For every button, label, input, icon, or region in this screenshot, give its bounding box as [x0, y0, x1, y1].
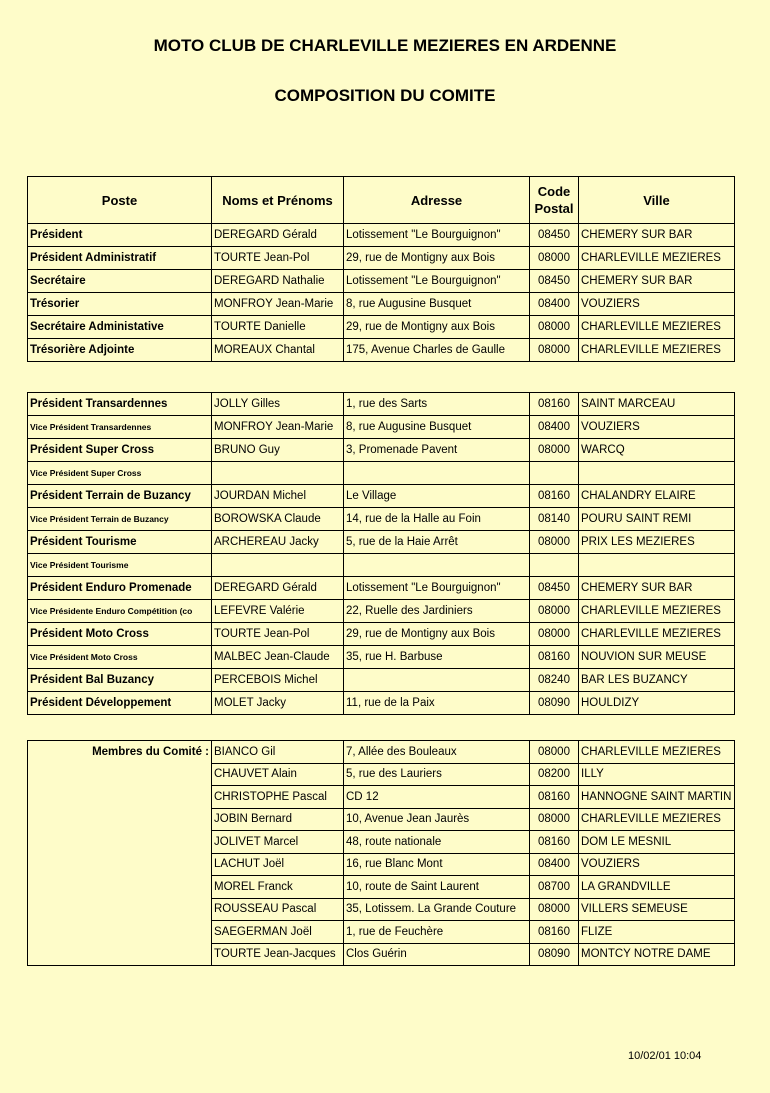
nom-cell: DEREGARD Gérald [212, 224, 344, 247]
code-cell: 08090 [530, 943, 579, 966]
table-row [28, 339, 735, 362]
nom-cell: MONFROY Jean-Marie [212, 293, 344, 316]
code-cell: 08700 [530, 876, 579, 899]
adresse-cell: 10, Avenue Jean Jaurès [344, 808, 530, 831]
col-noms: Noms et Prénoms [212, 177, 344, 224]
code-cell: 08450 [530, 270, 579, 293]
table-row [28, 554, 735, 577]
adresse-cell: CD 12 [344, 786, 530, 809]
ville-cell: CHARLEVILLE MEZIERES [579, 316, 735, 339]
nom-cell: JOURDAN Michel [212, 485, 344, 508]
table-row [28, 293, 735, 316]
ville-cell: MONTCY NOTRE DAME [579, 943, 735, 966]
nom-cell: BRUNO Guy [212, 439, 344, 462]
adresse-cell: 48, route nationale [344, 831, 530, 854]
ville-cell: CHARLEVILLE MEZIERES [579, 808, 735, 831]
ville-cell: VOUZIERS [579, 293, 735, 316]
ville-cell: HOULDIZY [579, 692, 735, 715]
ville-cell: CHALANDRY ELAIRE [579, 485, 735, 508]
ville-cell: CHEMERY SUR BAR [579, 224, 735, 247]
nom-cell: MONFROY Jean-Marie [212, 416, 344, 439]
code-cell: 08000 [530, 247, 579, 270]
ville-cell: CHARLEVILLE MEZIERES [579, 339, 735, 362]
poste-cell: Président Tourisme [28, 531, 212, 554]
code-cell: 08160 [530, 393, 579, 416]
adresse-cell: 29, rue de Montigny aux Bois [344, 623, 530, 646]
poste-cell: Vice Président Transardennes [28, 416, 212, 439]
code-cell: 08400 [530, 853, 579, 876]
ville-cell: PRIX LES MEZIERES [579, 531, 735, 554]
nom-cell [212, 462, 344, 485]
table-row [28, 270, 735, 293]
nom-cell: DEREGARD Gérald [212, 577, 344, 600]
nom-cell: ROUSSEAU Pascal [212, 898, 344, 921]
poste-cell: Vice Président Moto Cross [28, 646, 212, 669]
membres-label: Membres du Comité : [28, 741, 212, 966]
code-cell: 08000 [530, 898, 579, 921]
adresse-cell [344, 462, 530, 485]
code-cell: 08450 [530, 224, 579, 247]
poste-cell: Secrétaire [28, 270, 212, 293]
adresse-cell [344, 669, 530, 692]
table-row [28, 741, 735, 764]
code-cell: 08160 [530, 485, 579, 508]
table-row [28, 224, 735, 247]
code-cell [530, 554, 579, 577]
adresse-cell: 11, rue de la Paix [344, 692, 530, 715]
code-cell: 08160 [530, 646, 579, 669]
ville-cell: CHARLEVILLE MEZIERES [579, 741, 735, 764]
adresse-cell: 5, rue des Lauriers [344, 763, 530, 786]
adresse-cell: 8, rue Augusine Busquet [344, 293, 530, 316]
adresse-cell: 29, rue de Montigny aux Bois [344, 247, 530, 270]
adresse-cell: 29, rue de Montigny aux Bois [344, 316, 530, 339]
adresse-cell: 3, Promenade Pavent [344, 439, 530, 462]
header-row [28, 177, 735, 224]
adresse-cell: Lotissement "Le Bourguignon" [344, 577, 530, 600]
adresse-cell: 5, rue de la Haie Arrêt [344, 531, 530, 554]
nom-cell [212, 554, 344, 577]
nom-cell: MALBEC Jean-Claude [212, 646, 344, 669]
ville-cell: CHARLEVILLE MEZIERES [579, 600, 735, 623]
table-row [28, 531, 735, 554]
ville-cell: CHEMERY SUR BAR [579, 270, 735, 293]
adresse-cell: Clos Guérin [344, 943, 530, 966]
document-subtitle: COMPOSITION DU COMITE [274, 86, 496, 105]
ville-cell: CHARLEVILLE MEZIERES [579, 623, 735, 646]
table-row [28, 600, 735, 623]
nom-cell: JOBIN Bernard [212, 808, 344, 831]
nom-cell: MOLET Jacky [212, 692, 344, 715]
table-row [28, 439, 735, 462]
adresse-cell: 7, Allée des Bouleaux [344, 741, 530, 764]
adresse-cell: 10, route de Saint Laurent [344, 876, 530, 899]
poste-cell: Trésorière Adjointe [28, 339, 212, 362]
ville-cell: VILLERS SEMEUSE [579, 898, 735, 921]
poste-cell: Vice Président Tourisme [28, 554, 212, 577]
nom-cell: JOLLY Gilles [212, 393, 344, 416]
nom-cell: BOROWSKA Claude [212, 508, 344, 531]
code-cell: 08160 [530, 786, 579, 809]
nom-cell: TOURTE Jean-Jacques [212, 943, 344, 966]
print-timestamp: 10/02/01 10:04 [628, 1050, 702, 1062]
table-row [28, 692, 735, 715]
table-row [28, 247, 735, 270]
adresse-cell: 16, rue Blanc Mont [344, 853, 530, 876]
nom-cell: TOURTE Jean-Pol [212, 623, 344, 646]
code-cell: 08400 [530, 293, 579, 316]
adresse-cell: 35, Lotissem. La Grande Couture [344, 898, 530, 921]
ville-cell: NOUVION SUR MEUSE [579, 646, 735, 669]
ville-cell [579, 554, 735, 577]
ville-cell: VOUZIERS [579, 853, 735, 876]
nom-cell: CHRISTOPHE Pascal [212, 786, 344, 809]
code-cell: 08000 [530, 808, 579, 831]
code-cell: 08400 [530, 416, 579, 439]
membres-table [27, 740, 735, 966]
nom-cell: BIANCO Gil [212, 741, 344, 764]
commissions-table [27, 392, 735, 715]
table-row [28, 485, 735, 508]
poste-cell: Trésorier [28, 293, 212, 316]
poste-cell: Président Enduro Promenade [28, 577, 212, 600]
adresse-cell: Le Village [344, 485, 530, 508]
ville-cell: ILLY [579, 763, 735, 786]
adresse-cell: 22, Ruelle des Jardiniers [344, 600, 530, 623]
table-row [28, 577, 735, 600]
code-cell: 08000 [530, 623, 579, 646]
col-poste: Poste [28, 177, 212, 224]
adresse-cell: 175, Avenue Charles de Gaulle [344, 339, 530, 362]
nom-cell: LACHUT Joël [212, 853, 344, 876]
table-row [28, 416, 735, 439]
ville-cell: DOM LE MESNIL [579, 831, 735, 854]
nom-cell: CHAUVET Alain [212, 763, 344, 786]
poste-cell: Président Terrain de Buzancy [28, 485, 212, 508]
table-row [28, 646, 735, 669]
poste-cell: Vice Président Super Cross [28, 462, 212, 485]
col-code: Code Postal [530, 177, 579, 224]
adresse-cell: 1, rue de Feuchère [344, 921, 530, 944]
adresse-cell: 14, rue de la Halle au Foin [344, 508, 530, 531]
code-cell: 08000 [530, 600, 579, 623]
poste-cell: Vice Présidente Enduro Compétition (co [28, 600, 212, 623]
ville-cell: CHEMERY SUR BAR [579, 577, 735, 600]
nom-cell: TOURTE Jean-Pol [212, 247, 344, 270]
code-cell: 08450 [530, 577, 579, 600]
nom-cell: MOREL Franck [212, 876, 344, 899]
ville-cell: POURU SAINT REMI [579, 508, 735, 531]
poste-cell: Secrétaire Administative [28, 316, 212, 339]
code-cell: 08000 [530, 316, 579, 339]
adresse-cell: Lotissement "Le Bourguignon" [344, 224, 530, 247]
code-cell: 08000 [530, 531, 579, 554]
ville-cell: VOUZIERS [579, 416, 735, 439]
code-cell: 08000 [530, 339, 579, 362]
nom-cell: TOURTE Danielle [212, 316, 344, 339]
col-adresse: Adresse [344, 177, 530, 224]
nom-cell: DEREGARD Nathalie [212, 270, 344, 293]
table-row [28, 393, 735, 416]
ville-cell: BAR LES BUZANCY [579, 669, 735, 692]
code-cell: 08000 [530, 741, 579, 764]
bureau-table [27, 176, 735, 362]
nom-cell: LEFEVRE Valérie [212, 600, 344, 623]
table-row [28, 623, 735, 646]
code-cell [530, 462, 579, 485]
ville-cell [579, 462, 735, 485]
poste-cell: Président Administratif [28, 247, 212, 270]
adresse-cell: 8, rue Augusine Busquet [344, 416, 530, 439]
table-row [28, 669, 735, 692]
code-cell: 08090 [530, 692, 579, 715]
col-ville: Ville [579, 177, 735, 224]
adresse-cell: Lotissement "Le Bourguignon" [344, 270, 530, 293]
poste-cell: Président [28, 224, 212, 247]
adresse-cell: 1, rue des Sarts [344, 393, 530, 416]
ville-cell: FLIZE [579, 921, 735, 944]
ville-cell: SAINT MARCEAU [579, 393, 735, 416]
document-title: MOTO CLUB DE CHARLEVILLE MEZIERES EN ARDENNE [153, 36, 617, 55]
poste-cell: Vice Président Terrain de Buzancy [28, 508, 212, 531]
adresse-cell: 35, rue H. Barbuse [344, 646, 530, 669]
table-row [28, 508, 735, 531]
code-cell: 08160 [530, 921, 579, 944]
code-cell: 08140 [530, 508, 579, 531]
nom-cell: SAEGERMAN Joël [212, 921, 344, 944]
adresse-cell [344, 554, 530, 577]
ville-cell: CHARLEVILLE MEZIERES [579, 247, 735, 270]
nom-cell: JOLIVET Marcel [212, 831, 344, 854]
code-cell: 08200 [530, 763, 579, 786]
ville-cell: LA GRANDVILLE [579, 876, 735, 899]
code-cell: 08160 [530, 831, 579, 854]
ville-cell: WARCQ [579, 439, 735, 462]
code-cell: 08000 [530, 439, 579, 462]
poste-cell: Président Développement [28, 692, 212, 715]
nom-cell: ARCHEREAU Jacky [212, 531, 344, 554]
nom-cell: PERCEBOIS Michel [212, 669, 344, 692]
poste-cell: Président Transardennes [28, 393, 212, 416]
ville-cell: HANNOGNE SAINT MARTIN [579, 786, 735, 809]
table-row [28, 462, 735, 485]
poste-cell: Président Bal Buzancy [28, 669, 212, 692]
poste-cell: Président Super Cross [28, 439, 212, 462]
nom-cell: MOREAUX Chantal [212, 339, 344, 362]
table-row [28, 316, 735, 339]
code-cell: 08240 [530, 669, 579, 692]
poste-cell: Président Moto Cross [28, 623, 212, 646]
